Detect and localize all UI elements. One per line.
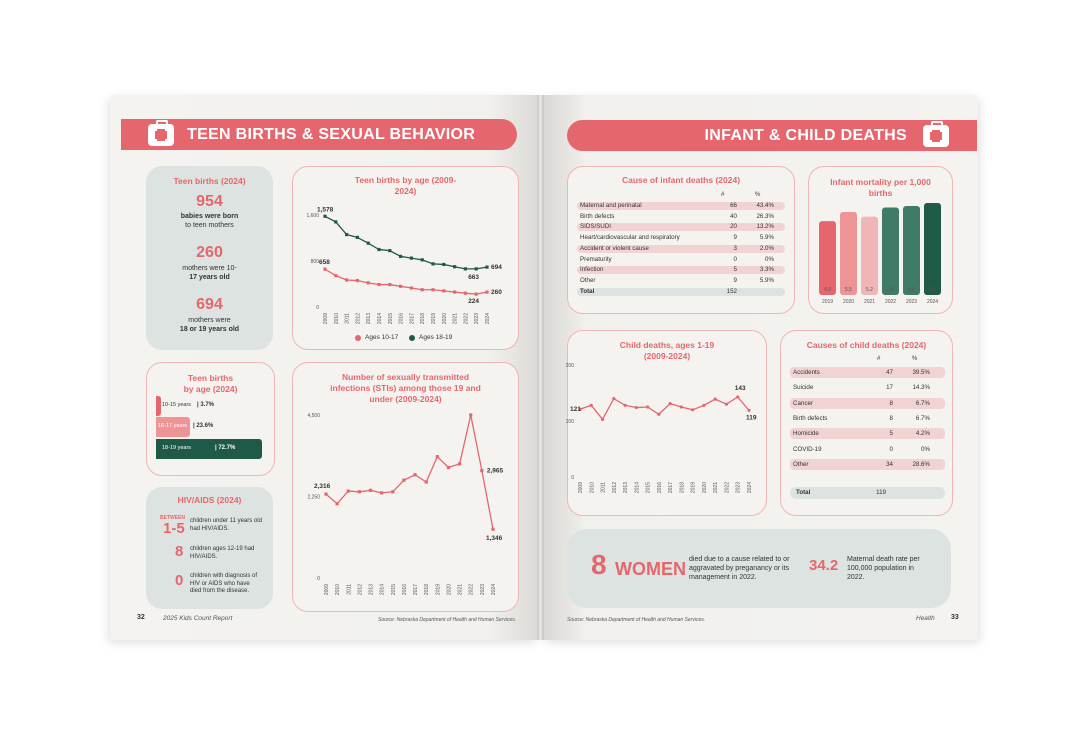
teen-births-card xyxy=(146,166,273,350)
percent-value: 14.3% xyxy=(912,384,930,392)
data-point xyxy=(747,409,750,412)
child-causes-card xyxy=(780,330,953,516)
x-tick-label: 2017 xyxy=(668,482,675,494)
maternal-rate: 34.2 xyxy=(809,557,839,574)
x-tick-label: 2017 xyxy=(409,313,416,325)
data-point xyxy=(736,395,739,398)
total-label: Total xyxy=(796,489,811,496)
data-point xyxy=(399,255,402,258)
percent-value: 0% xyxy=(765,255,774,263)
chart-title: Child deaths, ages 1-19 (2009-2024) xyxy=(619,340,715,361)
x-tick-label: 2017 xyxy=(413,584,420,596)
data-point xyxy=(324,493,327,496)
data-point xyxy=(442,289,445,292)
cause-label: Other xyxy=(793,460,809,468)
data-point xyxy=(369,489,372,492)
x-tick-label: 2022 xyxy=(724,482,731,494)
sti-line-chart xyxy=(293,363,518,611)
x-tick-label: 2019 xyxy=(435,584,442,596)
cause-label: Infection xyxy=(580,266,604,274)
bar xyxy=(882,208,899,295)
table-row xyxy=(577,234,785,242)
data-point xyxy=(491,528,494,531)
y-tick-label: 0 xyxy=(317,576,320,582)
x-tick-label: 2019 xyxy=(690,482,697,494)
chart-title: Number of sexually transmitted infections (STIs) among those 19 and under (2009-2024) xyxy=(330,372,481,404)
data-label: 119 xyxy=(746,414,757,422)
data-label: 2,316 xyxy=(314,483,331,491)
x-tick-label: 2012 xyxy=(357,584,364,596)
data-label: 658 xyxy=(319,259,330,267)
data-point xyxy=(377,283,380,286)
x-tick-label: 2009 xyxy=(578,482,584,494)
series-line xyxy=(325,216,487,269)
x-tick-label: 2010 xyxy=(333,313,340,325)
cause-label: Homicide xyxy=(793,430,819,438)
legend-label: Ages 10-17 xyxy=(365,334,399,341)
stat-text: babies were born xyxy=(180,213,239,220)
data-point xyxy=(702,404,705,407)
cause-label: Heart/cardiovascular and respiratory xyxy=(580,234,680,242)
maternal-number: 8 xyxy=(591,549,607,580)
first-aid-kit-icon xyxy=(923,125,949,147)
x-tick-label: 2022 xyxy=(468,584,475,596)
y-tick-label: 0 xyxy=(571,475,574,481)
stat-text: mothers were 10- xyxy=(182,265,237,272)
stat-text: 18 or 19 years old xyxy=(179,326,240,333)
data-point xyxy=(680,405,683,408)
x-tick-label: 2024 xyxy=(747,482,753,494)
age-bar-label: 10-15 years xyxy=(162,402,192,408)
bar-value-label: 5.5 xyxy=(845,287,852,293)
bar xyxy=(819,221,836,295)
right-banner xyxy=(567,120,977,151)
count-value: 9 xyxy=(733,234,737,242)
data-point xyxy=(442,263,445,266)
hiv-text: children under 11 years old had HIV/AIDS. xyxy=(190,518,262,532)
teen-births-line-chart xyxy=(293,167,518,327)
x-tick-label: 2011 xyxy=(344,313,351,324)
data-point xyxy=(347,489,350,492)
series-line xyxy=(325,269,487,294)
x-tick-label: 2012 xyxy=(355,313,362,325)
x-tick-label: 2010 xyxy=(589,482,596,494)
child-deaths-line-card xyxy=(567,330,767,516)
x-tick-label: 2022 xyxy=(463,313,470,325)
data-point xyxy=(464,267,467,270)
percent-value: 39.5% xyxy=(912,369,930,376)
table-row xyxy=(790,459,945,470)
data-label: 2,965 xyxy=(486,467,504,475)
x-tick-label: 2010 xyxy=(335,584,342,596)
data-point xyxy=(657,413,660,416)
count-value: 8 xyxy=(889,414,893,422)
data-label: 1,578 xyxy=(317,206,334,214)
data-point xyxy=(669,402,672,405)
col-header-p: % xyxy=(755,192,761,198)
x-tick-label: 2024 xyxy=(485,313,491,325)
data-point xyxy=(345,233,348,236)
data-point xyxy=(447,466,450,469)
percent-value: 13.2% xyxy=(756,223,774,231)
x-tick-label: 2020 xyxy=(441,313,448,325)
data-label: 143 xyxy=(734,384,746,392)
cause-label: Birth defects xyxy=(580,212,615,220)
infant-mortality-card xyxy=(808,166,953,314)
x-tick-label: 2014 xyxy=(377,313,383,325)
data-point xyxy=(453,265,456,268)
data-point xyxy=(413,473,416,476)
age-bar-label: 16-17 years xyxy=(158,423,188,429)
x-tick-label: 2020 xyxy=(446,584,453,596)
data-point xyxy=(425,480,428,483)
maternal-deaths-card xyxy=(567,529,951,608)
cause-label: Other xyxy=(580,276,596,284)
count-value: 5 xyxy=(733,266,737,274)
data-point xyxy=(391,490,394,493)
x-tick-label: 2013 xyxy=(623,482,630,494)
data-point xyxy=(388,283,391,286)
x-tick-label: 2014 xyxy=(379,584,386,596)
x-tick-label: 2024 xyxy=(491,584,497,596)
data-point xyxy=(458,462,461,465)
data-point xyxy=(601,418,604,421)
col-header-n: # xyxy=(877,356,881,362)
table-row xyxy=(577,256,785,264)
data-point xyxy=(475,267,478,270)
x-tick-label: 2023 xyxy=(905,299,918,305)
bar-value-label: 6.1 xyxy=(929,287,936,293)
data-label: 224 xyxy=(468,298,480,306)
series-line xyxy=(580,397,749,419)
data-point xyxy=(421,288,424,291)
age-bar-pct: | 3.7% xyxy=(197,402,215,408)
sti-line-card xyxy=(292,362,519,612)
hiv-text: children with diagnosis of HIV or AIDS who have died from the disease. xyxy=(190,573,258,594)
table-row xyxy=(577,213,785,221)
age-bar-label: 18-19 years xyxy=(162,445,192,451)
cause-label: Birth defects xyxy=(793,414,828,422)
x-tick-label: 2021 xyxy=(713,482,720,494)
bar xyxy=(861,217,878,295)
x-tick-label: 2015 xyxy=(387,313,394,325)
chart-title: Teen births by age (2009-2024) xyxy=(354,175,457,196)
bar-value-label: 5.8 xyxy=(887,287,894,293)
count-value: 17 xyxy=(886,384,893,392)
x-tick-label: 2023 xyxy=(735,482,742,494)
stat-number: 260 xyxy=(196,244,223,261)
hiv-aids-card xyxy=(146,487,273,609)
x-tick-label: 2018 xyxy=(424,584,431,596)
cause-label: Cancer xyxy=(793,399,813,407)
count-value: 66 xyxy=(730,202,737,209)
percent-value: 4.2% xyxy=(915,430,930,438)
maternal-word: WOMEN xyxy=(615,559,686,579)
data-point xyxy=(356,236,359,239)
data-point xyxy=(367,281,370,284)
stat-text: 17 years old xyxy=(189,274,230,281)
cause-label: SIDS/SUDI xyxy=(580,223,611,231)
data-point xyxy=(356,279,359,282)
percent-value: 6.7% xyxy=(915,414,930,422)
chart-title: Infant mortality per 1,000 births xyxy=(830,177,931,198)
percent-value: 6.7% xyxy=(915,399,930,407)
bar xyxy=(840,212,857,295)
data-point xyxy=(431,262,434,265)
stat-number: 694 xyxy=(196,296,223,313)
bar-value-label: 5.2 xyxy=(866,287,873,293)
page-number: 32 xyxy=(137,614,145,621)
bar-value-label: 4.9 xyxy=(824,287,831,293)
age-bar xyxy=(156,396,161,416)
y-tick-label: 800 xyxy=(310,259,319,265)
data-label: 1,346 xyxy=(486,535,503,543)
data-point xyxy=(388,249,391,252)
table-row xyxy=(577,277,785,285)
percent-value: 5.9% xyxy=(759,276,774,284)
stat-number: 954 xyxy=(196,193,223,210)
table-row xyxy=(790,398,945,409)
data-point xyxy=(380,491,383,494)
percent-value: 43.4% xyxy=(756,202,774,209)
percent-value: 2.0% xyxy=(759,244,774,252)
count-value: 5 xyxy=(889,430,893,438)
col-header-p: % xyxy=(912,356,918,362)
x-tick-label: 2020 xyxy=(842,299,855,305)
table-row xyxy=(790,413,945,424)
left-banner-title: TEEN BIRTHS & SEXUAL BEHAVIOR xyxy=(187,125,476,143)
hiv-text: children ages 12-19 had HIV/AIDS. xyxy=(190,546,255,560)
cause-label: Total xyxy=(580,287,595,295)
percent-value: 0% xyxy=(921,445,930,453)
infant-mortality-bar-chart xyxy=(809,167,952,313)
cause-label: Accidents xyxy=(793,369,820,376)
hiv-pre: BETWEEN xyxy=(160,515,185,521)
x-tick-label: 2022 xyxy=(884,299,897,305)
count-value: 9 xyxy=(733,276,737,284)
x-tick-label: 2016 xyxy=(656,482,663,494)
table-row xyxy=(577,202,785,210)
data-point xyxy=(431,288,434,291)
percent-value: 28.6% xyxy=(912,460,930,468)
count-value: 34 xyxy=(886,460,893,468)
x-tick-label: 2019 xyxy=(821,299,834,305)
x-tick-label: 2021 xyxy=(863,299,876,305)
x-tick-label: 2019 xyxy=(431,313,437,325)
data-point xyxy=(691,408,694,411)
table-total-row xyxy=(577,288,785,296)
data-point xyxy=(421,258,424,261)
table-row xyxy=(790,444,945,455)
y-tick-label: 200 xyxy=(565,363,574,369)
left-banner xyxy=(121,119,517,150)
series-line xyxy=(326,415,493,529)
x-tick-label: 2018 xyxy=(679,482,686,494)
count-value: 20 xyxy=(730,223,737,231)
teen-births-line-card xyxy=(292,166,519,350)
card-title: Teen births by age (2024) xyxy=(183,373,238,394)
infant-causes-card xyxy=(567,166,795,314)
data-point xyxy=(635,406,638,409)
data-point xyxy=(469,413,472,416)
page-number: 33 xyxy=(951,614,959,621)
x-tick-label: 2021 xyxy=(457,584,464,596)
data-point xyxy=(334,220,337,223)
data-point xyxy=(410,286,413,289)
x-tick-label: 2015 xyxy=(390,584,397,596)
col-header-n: # xyxy=(721,192,725,198)
count-value: 152 xyxy=(726,287,737,295)
teen-births-by-age-card xyxy=(146,362,275,476)
count-value: 8 xyxy=(889,399,893,407)
teen-births-title: Teen births (2024) xyxy=(173,176,246,186)
data-point xyxy=(377,248,380,251)
data-point xyxy=(646,405,649,408)
data-point xyxy=(475,293,478,296)
x-tick-label: 2015 xyxy=(645,482,652,494)
data-point xyxy=(453,290,456,293)
child-deaths-line-chart xyxy=(565,331,766,515)
data-point xyxy=(334,274,337,277)
data-point xyxy=(623,404,626,407)
cause-label: Prematurity xyxy=(580,255,612,263)
data-point xyxy=(480,469,483,472)
right-banner-title: INFANT & CHILD DEATHS xyxy=(704,126,907,144)
x-tick-label: 2013 xyxy=(366,313,373,325)
data-point xyxy=(714,398,717,401)
bar xyxy=(903,206,920,295)
total-value: 119 xyxy=(876,489,886,496)
data-label: 121 xyxy=(570,406,581,414)
cause-label: Maternal and perinatal xyxy=(580,202,642,209)
x-tick-label: 2024 xyxy=(926,299,939,305)
table-row xyxy=(577,266,785,274)
stat-text: to teen mothers xyxy=(185,222,234,229)
x-tick-label: 2014 xyxy=(634,482,641,494)
x-tick-label: 2011 xyxy=(600,482,607,493)
cause-label: Suicide xyxy=(793,384,814,392)
data-point xyxy=(725,403,728,406)
data-point xyxy=(345,278,348,281)
count-value: 0 xyxy=(733,255,737,263)
y-tick-label: 0 xyxy=(316,305,319,311)
table-row xyxy=(790,382,945,393)
footer-title: Health xyxy=(916,615,935,622)
x-tick-label: 2009 xyxy=(324,584,330,596)
age-bar-pct: | 72.7% xyxy=(215,445,236,451)
table-row xyxy=(790,367,945,378)
card-title: HIV/AIDS (2024) xyxy=(177,495,242,505)
x-tick-label: 2023 xyxy=(474,313,481,325)
age-bar-pct: | 23.6% xyxy=(193,423,214,429)
legend-label: Ages 18-19 xyxy=(419,334,453,341)
card-title: Cause of infant deaths (2024) xyxy=(621,175,741,185)
data-point xyxy=(323,215,326,218)
percent-value: 5.9% xyxy=(759,234,774,242)
data-point xyxy=(336,502,339,505)
data-label: 260 xyxy=(491,289,502,297)
legend-item xyxy=(355,334,398,341)
data-point xyxy=(367,242,370,245)
data-point xyxy=(485,290,488,293)
x-tick-label: 2009 xyxy=(323,313,329,325)
data-point xyxy=(358,490,361,493)
hiv-number: 0 xyxy=(175,572,184,589)
data-point xyxy=(323,268,326,271)
maternal-rate-text: Maternal death rate per 100,000 population in 2022. xyxy=(847,556,920,581)
x-tick-label: 2016 xyxy=(401,584,408,596)
footer-title: 2025 Kids Count Report xyxy=(163,615,233,622)
data-point xyxy=(485,265,488,268)
x-tick-label: 2012 xyxy=(611,482,618,494)
book-spine xyxy=(537,95,544,640)
x-tick-label: 2020 xyxy=(701,482,708,494)
table-row xyxy=(790,428,945,439)
card-title: Causes of child deaths (2024) xyxy=(806,340,927,350)
data-point xyxy=(590,404,593,407)
hiv-number: 8 xyxy=(175,543,184,560)
data-label: 663 xyxy=(468,273,480,281)
maternal-text: died due to a cause related to or aggravated by preganancy or its management in 2022. xyxy=(689,556,790,581)
table-total-row xyxy=(790,487,945,499)
count-value: 3 xyxy=(733,244,737,252)
bar xyxy=(924,203,941,295)
count-value: 47 xyxy=(886,369,893,376)
percent-value: 3.3% xyxy=(759,266,774,274)
footer-source: Source: Nebraska Department of Health and Human Services. xyxy=(567,617,706,623)
x-tick-label: 2016 xyxy=(398,313,405,325)
data-point xyxy=(410,257,413,260)
bar-value-label: 5.9 xyxy=(908,287,915,293)
stat-text: mothers were xyxy=(188,317,231,324)
x-tick-label: 2021 xyxy=(452,313,459,325)
cause-label: COVID-19 xyxy=(793,445,822,453)
table-row xyxy=(577,245,785,253)
footer-source: Source: Nebraska Department of Health and Human Services. xyxy=(378,617,517,623)
y-tick-label: 100 xyxy=(565,419,574,425)
hiv-number: 1-5 xyxy=(163,520,185,537)
y-tick-label: 2,250 xyxy=(307,494,320,501)
x-tick-label: 2013 xyxy=(368,584,375,596)
count-value: 0 xyxy=(889,445,893,453)
data-point xyxy=(436,455,439,458)
data-label: 694 xyxy=(491,264,502,272)
data-point xyxy=(399,285,402,288)
data-point xyxy=(402,479,405,482)
data-point xyxy=(464,292,467,295)
legend-item xyxy=(409,334,452,341)
first-aid-kit-icon xyxy=(148,124,174,146)
x-tick-label: 2011 xyxy=(346,584,353,595)
x-tick-label: 2018 xyxy=(420,313,427,325)
table-row xyxy=(577,223,785,231)
y-tick-label: 4,500 xyxy=(307,413,320,419)
x-tick-label: 2023 xyxy=(479,584,486,596)
data-point xyxy=(612,397,615,400)
y-tick-label: 1,600 xyxy=(306,213,319,219)
percent-value: 26.3% xyxy=(756,212,774,220)
count-value: 40 xyxy=(730,212,737,220)
cause-label: Accident or violent cause xyxy=(580,244,649,252)
